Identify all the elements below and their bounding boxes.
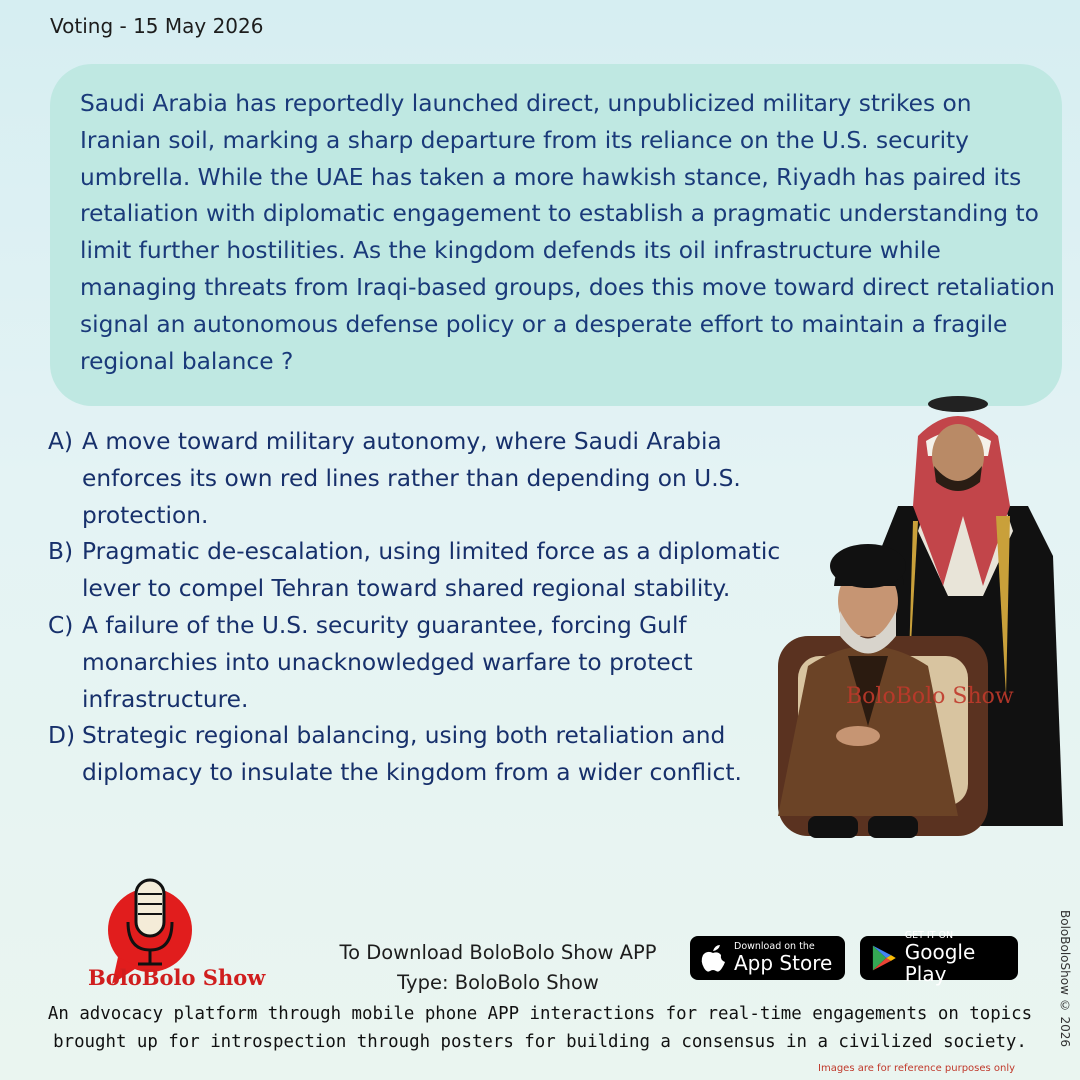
apple-icon [700,943,726,973]
option-text: A failure of the U.S. security guarantee, forcing Gulf monarchies into unacknowledged warfare to protect infrastructure. [82,611,693,713]
app-store-small-text: Download on the [734,941,815,952]
disclaimer: Images are for reference purposes only [818,1063,1016,1074]
google-play-big-text: Google Play [904,940,976,986]
options-list [48,424,788,792]
google-play-small-text: GET IT ON [904,930,954,941]
brand-logo-label: BoloBolo Show [88,965,266,990]
app-store-big-text: App Store [734,951,833,975]
download-instructions [300,938,696,998]
date-label: Voting - 15 May 2026 [50,14,264,38]
option-text: Strategic regional balancing, using both retaliation and diplomacy to insulate the kingdom from a wider conflict. [82,722,742,787]
google-play-button[interactable] [860,930,1018,986]
option-text: A move toward military autonomy, where Saudi Arabia enforces its own red lines rather than depending on U.S. protection. [82,428,741,529]
option-letter: C) [48,611,74,639]
app-store-button[interactable] [690,936,845,980]
option-letter: D) [48,722,76,750]
option-c[interactable] [48,608,788,718]
tagline-line-1: An advocacy platform through mobile phone APP interactions for real-time engagements on topics [47,1004,1033,1024]
leaders-illustration [748,396,1068,846]
copyright-label: BoloBoloShow © 2026 [1058,910,1072,1048]
download-line-1: To Download BoloBolo Show APP [339,941,657,964]
tagline-line-2: brought up for introspection through posters for building a consensus in a civilized society. [53,1032,1027,1052]
option-letter: B) [48,538,74,566]
option-letter: A) [48,428,74,455]
tagline [0,1000,1080,1056]
question-text: Saudi Arabia has reportedly launched direct, unpublicized military strikes on Iranian soil, marking a sharp departure from its reliance on the U.S. security umbrella. While the UAE has taken a more hawkish stance, Riyadh has paired its retaliation with diplomatic engagement to establish a pragmatic understanding to limit further hostilities. As the kingdom defends its oil infrastructure while managing threats from Iraqi-based groups, does this move toward direct retaliation signal an autonomous defense policy or a desperate effort to maintain a fragile regional balance ? [80,90,1055,375]
option-d[interactable] [48,718,788,792]
question-card [50,64,1062,406]
image-watermark: BoloBolo Show [846,684,1014,709]
option-b[interactable] [48,534,788,608]
download-line-2: Type: BoloBolo Show [397,971,599,994]
google-play-icon [870,943,897,973]
option-a[interactable] [48,424,788,534]
option-text: Pragmatic de-escalation, using limited force as a diplomatic lever to compel Tehran toward shared regional stability. [82,538,781,603]
